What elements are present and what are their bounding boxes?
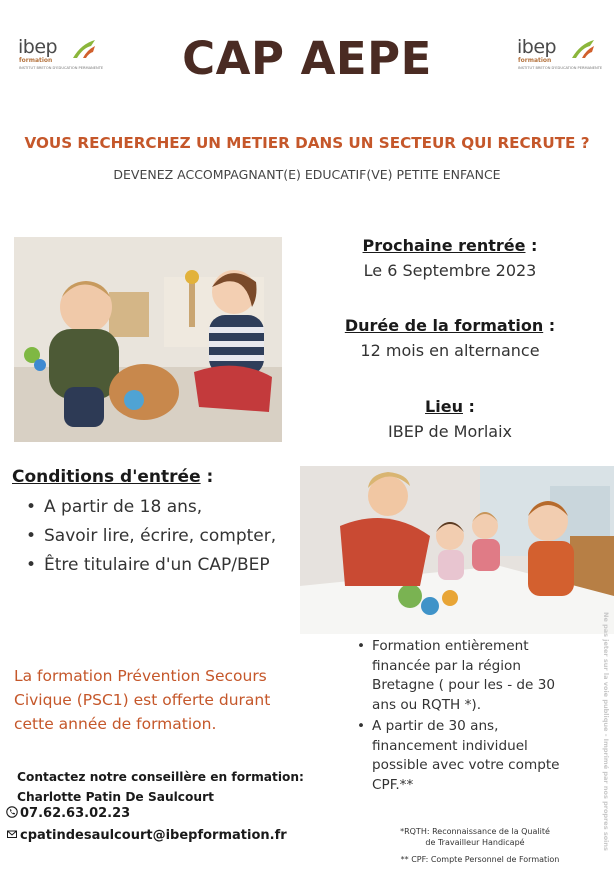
info-value: 12 mois en alternance bbox=[360, 341, 540, 360]
financing-list bbox=[356, 637, 574, 797]
contact-email[interactable]: cpatindesaulcourt@ibepformation.fr bbox=[20, 828, 287, 843]
info-duree bbox=[320, 316, 580, 360]
contact-intro: Contactez notre conseillère en formation: bbox=[17, 770, 304, 784]
info-lieu bbox=[320, 397, 580, 441]
contact-phone[interactable]: 07.62.63.02.23 bbox=[20, 806, 131, 821]
mail-icon bbox=[6, 828, 18, 840]
subline: DEVENEZ ACCOMPAGNANT(E) EDUCATIF(VE) PETITE ENFANCE bbox=[113, 167, 501, 182]
logo-tagline: INSTITUT BRETON D'EDUCATION PERMANENTE bbox=[19, 66, 104, 70]
photo-toddlers-playing bbox=[14, 237, 282, 442]
side-note-text: Ne pas jeter sur la voie publique - Imprimé par nos propres soins bbox=[602, 612, 610, 851]
conditions-title bbox=[12, 467, 213, 487]
logo-word: ibep bbox=[18, 36, 58, 58]
list-item: • A partir de 30 ans, financement individuel possible avec votre compte CPF.** bbox=[356, 717, 574, 795]
list-item: • Formation entièrement financée par la région Bretagne ( pour les - de 30 ans ou RQTH *). bbox=[356, 637, 574, 715]
list-item: • A partir de 18 ans, bbox=[24, 496, 284, 518]
info-label-suffix: : bbox=[462, 397, 475, 416]
info-label: Durée de la formation bbox=[344, 316, 544, 335]
info-label: Prochaine rentrée bbox=[362, 236, 526, 255]
phone-icon bbox=[6, 806, 18, 818]
conditions-list bbox=[24, 496, 284, 583]
info-rentree bbox=[320, 236, 580, 280]
logo-tagline: INSTITUT BRETON D'EDUCATION PERMANENTE bbox=[518, 66, 603, 70]
footnote-cpf: ** CPF: Compte Personnel de Formation bbox=[400, 855, 560, 864]
email-row[interactable] bbox=[6, 828, 287, 843]
footnote-rqth-line1: *RQTH: Reconnaissance de la Qualité bbox=[400, 827, 550, 836]
info-value: Le 6 Septembre 2023 bbox=[363, 261, 537, 280]
info-label: Lieu bbox=[425, 397, 463, 416]
page-title: CAP AEPE bbox=[182, 32, 432, 85]
conditions-title-text: Conditions d'entrée bbox=[12, 467, 201, 487]
info-label-suffix: : bbox=[543, 316, 556, 335]
photo-children-painting bbox=[300, 466, 614, 634]
list-item: • Savoir lire, écrire, compter, bbox=[24, 525, 284, 547]
psc-text: La formation Prévention Secours Civique (PSC1) est offerte durant cette année de formation. bbox=[14, 667, 271, 733]
logo-sub: formation bbox=[518, 57, 552, 64]
logo-word: ibep bbox=[517, 36, 557, 58]
phone-row[interactable] bbox=[6, 806, 130, 821]
contact-name: Charlotte Patin De Saulcourt bbox=[17, 790, 214, 804]
headline: VOUS RECHERCHEZ UN METIER DANS UN SECTEUR QUI RECRUTE ? bbox=[24, 134, 590, 152]
conditions-title-suffix: : bbox=[200, 467, 214, 487]
side-note bbox=[598, 612, 612, 862]
footnote-rqth-line2: de Travailleur Handicapé bbox=[425, 838, 525, 847]
footnote-rqth bbox=[380, 826, 570, 848]
list-item: • Être titulaire d'un CAP/BEP bbox=[24, 554, 284, 576]
info-label-suffix: : bbox=[525, 236, 538, 255]
logo-sub: formation bbox=[19, 57, 53, 64]
info-value: IBEP de Morlaix bbox=[388, 422, 512, 441]
contact-block bbox=[17, 767, 304, 807]
